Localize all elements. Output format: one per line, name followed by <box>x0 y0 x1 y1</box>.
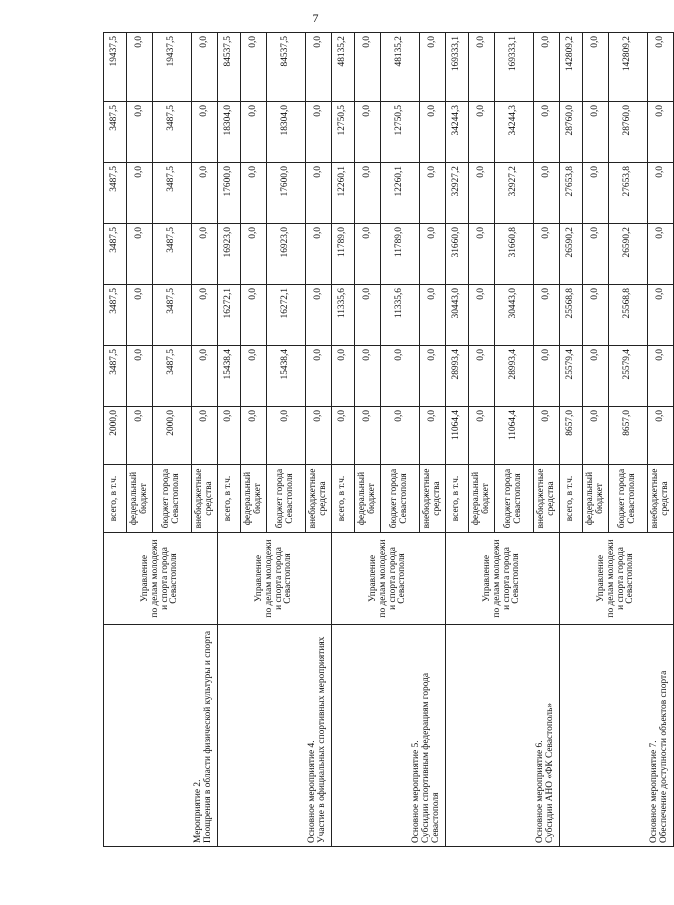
amount-cell: 0,0 <box>306 285 332 346</box>
amount-cell: 0,0 <box>332 346 355 407</box>
amount-cell: 0,0 <box>583 346 609 407</box>
funding-source: внебюджетные средства <box>534 465 560 533</box>
table-row <box>104 33 127 847</box>
funding-source: федеральный бюджет <box>241 465 267 533</box>
measure-title: Мероприятие 2. Поощрения в области физической культуры и спорта <box>104 625 218 847</box>
amount-cell: 0,0 <box>127 163 153 224</box>
amount-cell: 26590,2 <box>609 224 648 285</box>
amount-cell: 0,0 <box>583 224 609 285</box>
amount-cell: 15438,4 <box>218 346 241 407</box>
amount-cell: 25579,4 <box>609 346 648 407</box>
amount-cell: 16272,1 <box>267 285 306 346</box>
amount-cell: 3487,5 <box>153 102 192 163</box>
amount-cell: 11335,6 <box>332 285 355 346</box>
amount-cell: 0,0 <box>583 163 609 224</box>
amount-cell: 169333,1 <box>446 33 469 102</box>
amount-cell: 0,0 <box>241 224 267 285</box>
amount-cell: 0,0 <box>192 33 218 102</box>
amount-cell: 17600,0 <box>267 163 306 224</box>
amount-cell: 0,0 <box>420 285 446 346</box>
measure-executor: Управление по делам молодежи и спорта города Севастополя <box>218 533 332 625</box>
funding-source: всего, в т.ч. <box>332 465 355 533</box>
amount-cell: 0,0 <box>534 33 560 102</box>
amount-cell: 0,0 <box>355 346 381 407</box>
amount-cell: 0,0 <box>648 224 674 285</box>
amount-cell: 16923,0 <box>267 224 306 285</box>
amount-cell: 8657,0 <box>609 407 648 465</box>
amount-cell: 8657,0 <box>560 407 583 465</box>
amount-cell: 0,0 <box>355 33 381 102</box>
funding-source: всего, в т.ч. <box>218 465 241 533</box>
amount-cell: 0,0 <box>469 285 495 346</box>
amount-cell: 0,0 <box>583 407 609 465</box>
amount-cell: 16923,0 <box>218 224 241 285</box>
amount-cell: 0,0 <box>127 102 153 163</box>
amount-cell: 0,0 <box>648 346 674 407</box>
amount-cell: 0,0 <box>469 102 495 163</box>
funding-source: федеральный бюджет <box>355 465 381 533</box>
amount-cell: 0,0 <box>648 102 674 163</box>
amount-cell: 0,0 <box>241 102 267 163</box>
amount-cell: 0,0 <box>381 346 420 407</box>
amount-cell: 15438,4 <box>267 346 306 407</box>
amount-cell: 18304,0 <box>267 102 306 163</box>
amount-cell: 11064,4 <box>446 407 469 465</box>
amount-cell: 0,0 <box>420 163 446 224</box>
amount-cell: 2000,0 <box>104 407 127 465</box>
amount-cell: 0,0 <box>192 224 218 285</box>
amount-cell: 27653,8 <box>560 163 583 224</box>
amount-cell: 30443,0 <box>495 285 534 346</box>
amount-cell: 25568,8 <box>609 285 648 346</box>
amount-cell: 11789,0 <box>332 224 355 285</box>
amount-cell: 0,0 <box>469 163 495 224</box>
amount-cell: 3487,5 <box>153 224 192 285</box>
amount-cell: 0,0 <box>192 407 218 465</box>
amount-cell: 0,0 <box>534 346 560 407</box>
amount-cell: 11064,4 <box>495 407 534 465</box>
measure-executor: Управление по делам молодежи и спорта города Севастополя <box>560 533 674 625</box>
amount-cell: 0,0 <box>420 346 446 407</box>
amount-cell: 0,0 <box>127 346 153 407</box>
table-row <box>218 33 241 847</box>
amount-cell: 28760,0 <box>609 102 648 163</box>
amount-cell: 32927,2 <box>446 163 469 224</box>
amount-cell: 0,0 <box>192 163 218 224</box>
amount-cell: 0,0 <box>192 285 218 346</box>
amount-cell: 0,0 <box>420 102 446 163</box>
rotated-table-container <box>103 33 670 847</box>
amount-cell: 16272,1 <box>218 285 241 346</box>
amount-cell: 12260,1 <box>332 163 355 224</box>
funding-source: бюджет города Севастополя <box>381 465 420 533</box>
amount-cell: 0,0 <box>218 407 241 465</box>
funding-source: внебюджетные средства <box>192 465 218 533</box>
page-number: 7 <box>312 11 319 25</box>
amount-cell: 3487,5 <box>153 163 192 224</box>
amount-cell: 19437,5 <box>153 33 192 102</box>
amount-cell: 11789,0 <box>381 224 420 285</box>
amount-cell: 27653,8 <box>609 163 648 224</box>
amount-cell: 28760,0 <box>560 102 583 163</box>
amount-cell: 0,0 <box>355 224 381 285</box>
amount-cell: 0,0 <box>534 163 560 224</box>
amount-cell: 0,0 <box>332 407 355 465</box>
amount-cell: 19437,5 <box>104 33 127 102</box>
amount-cell: 48135,2 <box>381 33 420 102</box>
amount-cell: 25568,8 <box>560 285 583 346</box>
amount-cell: 0,0 <box>583 33 609 102</box>
amount-cell: 26590,2 <box>560 224 583 285</box>
amount-cell: 34244,3 <box>446 102 469 163</box>
amount-cell: 142809,2 <box>560 33 583 102</box>
amount-cell: 31660,8 <box>495 224 534 285</box>
amount-cell: 31660,0 <box>446 224 469 285</box>
amount-cell: 2000,0 <box>153 407 192 465</box>
table-row <box>560 33 583 847</box>
funding-source: федеральный бюджет <box>127 465 153 533</box>
amount-cell: 12260,1 <box>381 163 420 224</box>
amount-cell: 0,0 <box>192 102 218 163</box>
amount-cell: 0,0 <box>420 407 446 465</box>
amount-cell: 0,0 <box>192 346 218 407</box>
amount-cell: 0,0 <box>127 285 153 346</box>
amount-cell: 3487,5 <box>104 102 127 163</box>
amount-cell: 30443,0 <box>446 285 469 346</box>
measure-executor: Управление по делам молодежи и спорта города Севастополя <box>332 533 446 625</box>
funding-source: бюджет города Севастополя <box>609 465 648 533</box>
funding-source: всего, в т.ч. <box>560 465 583 533</box>
amount-cell: 0,0 <box>534 285 560 346</box>
amount-cell: 3487,5 <box>104 346 127 407</box>
amount-cell: 0,0 <box>469 346 495 407</box>
measure-title: Основное мероприятие 4. Участие в официальных спортивных мероприятиях <box>218 625 332 847</box>
measure-executor: Управление по делам молодежи и спорта города Севастополя <box>446 533 560 625</box>
amount-cell: 0,0 <box>241 285 267 346</box>
amount-cell: 0,0 <box>355 285 381 346</box>
amount-cell: 32927,2 <box>495 163 534 224</box>
amount-cell: 28993,4 <box>495 346 534 407</box>
amount-cell: 0,0 <box>241 346 267 407</box>
funding-source: бюджет города Севастополя <box>153 465 192 533</box>
amount-cell: 0,0 <box>420 224 446 285</box>
measure-title: Основное мероприятие 6. Субсидии АНО «ФК Севастополь» <box>446 625 560 847</box>
amount-cell: 0,0 <box>583 285 609 346</box>
amount-cell: 34244,3 <box>495 102 534 163</box>
table-row <box>446 33 469 847</box>
amount-cell: 169333,1 <box>495 33 534 102</box>
amount-cell: 0,0 <box>306 407 332 465</box>
amount-cell: 0,0 <box>648 285 674 346</box>
amount-cell: 3487,5 <box>104 163 127 224</box>
amount-cell: 17600,0 <box>218 163 241 224</box>
amount-cell: 0,0 <box>241 407 267 465</box>
amount-cell: 0,0 <box>355 102 381 163</box>
funding-source: всего, в т.ч. <box>446 465 469 533</box>
funding-source: внебюджетные средства <box>306 465 332 533</box>
amount-cell: 12750,5 <box>332 102 355 163</box>
amount-cell: 0,0 <box>469 224 495 285</box>
amount-cell: 25579,4 <box>560 346 583 407</box>
table-body <box>104 33 674 847</box>
funding-source: внебюджетные средства <box>420 465 446 533</box>
amount-cell: 0,0 <box>241 163 267 224</box>
amount-cell: 3487,5 <box>104 285 127 346</box>
amount-cell: 11335,6 <box>381 285 420 346</box>
amount-cell: 0,0 <box>306 33 332 102</box>
amount-cell: 0,0 <box>241 33 267 102</box>
amount-cell: 0,0 <box>306 346 332 407</box>
amount-cell: 3487,5 <box>153 346 192 407</box>
amount-cell: 12750,5 <box>381 102 420 163</box>
table-row <box>332 33 355 847</box>
amount-cell: 0,0 <box>355 163 381 224</box>
amount-cell: 0,0 <box>583 102 609 163</box>
amount-cell: 0,0 <box>127 33 153 102</box>
amount-cell: 0,0 <box>127 407 153 465</box>
amount-cell: 0,0 <box>355 407 381 465</box>
amount-cell: 48135,2 <box>332 33 355 102</box>
amount-cell: 0,0 <box>267 407 306 465</box>
amount-cell: 142809,2 <box>609 33 648 102</box>
funding-source: федеральный бюджет <box>583 465 609 533</box>
amount-cell: 0,0 <box>648 33 674 102</box>
amount-cell: 3487,5 <box>104 224 127 285</box>
funding-source: федеральный бюджет <box>469 465 495 533</box>
amount-cell: 0,0 <box>306 163 332 224</box>
amount-cell: 0,0 <box>469 33 495 102</box>
amount-cell: 0,0 <box>306 102 332 163</box>
amount-cell: 84537,5 <box>218 33 241 102</box>
amount-cell: 0,0 <box>306 224 332 285</box>
measure-title: Основное мероприятие 5. Субсидии спортивным федерациям города Севастополя <box>332 625 446 847</box>
amount-cell: 0,0 <box>534 407 560 465</box>
measure-executor: Управление по делам молодежи и спорта города Севастополя <box>104 533 218 625</box>
amount-cell: 0,0 <box>127 224 153 285</box>
amount-cell: 28993,4 <box>446 346 469 407</box>
budget-table <box>103 32 674 847</box>
amount-cell: 18304,0 <box>218 102 241 163</box>
funding-source: внебюджетные средства <box>648 465 674 533</box>
amount-cell: 0,0 <box>534 224 560 285</box>
amount-cell: 0,0 <box>648 163 674 224</box>
amount-cell: 0,0 <box>469 407 495 465</box>
amount-cell: 3487,5 <box>153 285 192 346</box>
amount-cell: 0,0 <box>534 102 560 163</box>
measure-title: Основное мероприятие 7. Обеспечение доступности объектов спорта <box>560 625 674 847</box>
amount-cell: 0,0 <box>648 407 674 465</box>
amount-cell: 0,0 <box>381 407 420 465</box>
funding-source: бюджет города Севастополя <box>267 465 306 533</box>
funding-source: всего, в т.ч. <box>104 465 127 533</box>
funding-source: бюджет города Севастополя <box>495 465 534 533</box>
amount-cell: 84537,5 <box>267 33 306 102</box>
amount-cell: 0,0 <box>420 33 446 102</box>
